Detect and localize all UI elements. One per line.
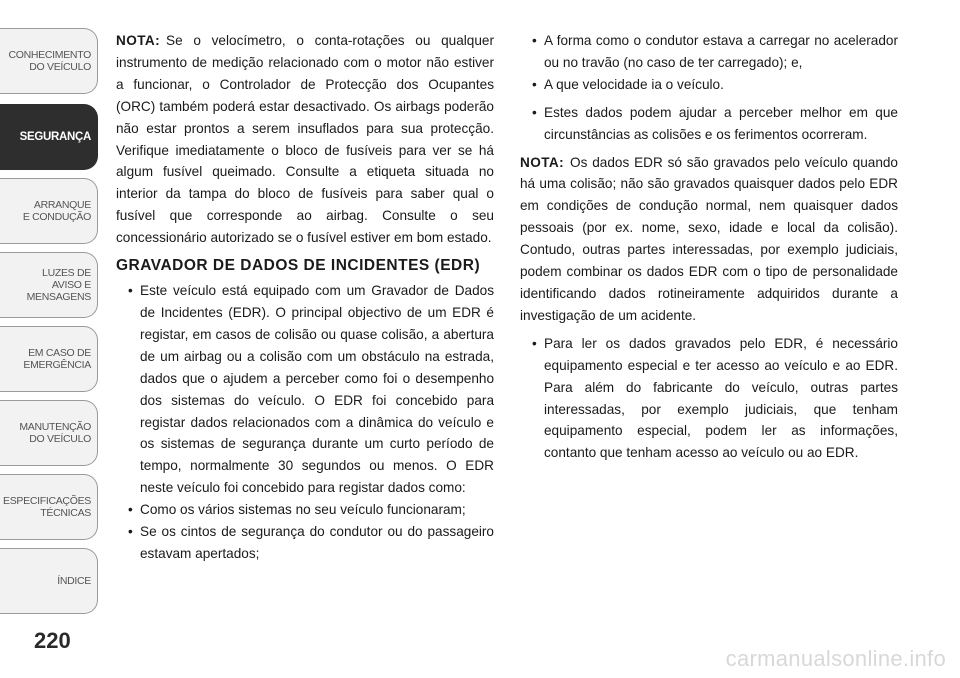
nota-paragraph [116,30,494,249]
nota-label: NOTA: [116,33,161,48]
watermark: carmanualsonline.info [725,646,946,671]
tab-label-line: MENSAGENS [26,291,91,303]
bullet-glyph: • [532,33,537,48]
list-item-text: Este veículo está equipado com um Gravador de Dados de Incidentes (EDR). O principal objectivo de um EDR é registar, em casos de colisão ou quase colisão, a abertura de um airbag ou a colisão com um obstáculo na estrada, dados que o ajudem a perceber como foi o desempenho dos sistemas do veículo. O EDR foi concebido para registar dados relacionados com a dinâmica do veículo e os sistemas de segurança durante um curto período de tempo, normalmente 30 segundos ou menos. O EDR neste veículo foi concebido para registar dados como: [140,283,494,496]
tab-label-line: MANUTENÇÃO [19,421,91,433]
list-item-text: Se os cintos de segurança do condutor ou do passageiro estavam apertados; [140,524,494,561]
list-item [520,74,898,96]
bullet-glyph: • [532,335,537,351]
tab-label-line: ESPECIFICAÇÕES [3,495,91,507]
list-item-text: A forma como o condutor estava a carregar no acelerador ou no travão (no caso de ter carregado); e, [544,33,898,70]
bullet-glyph: • [128,502,133,518]
tab-label [8,49,91,73]
list-item [520,102,898,146]
edr-bullet-list [116,280,494,565]
edr-bullet-list-continued [520,30,898,146]
list-item [116,499,494,521]
tab-em-caso-de-emergencia[interactable] [0,326,98,392]
left-column [116,30,494,565]
tab-label [23,199,91,223]
tab-seguranca[interactable] [0,104,98,170]
tab-luzes-de-aviso[interactable] [0,252,98,318]
tab-label-line: E CONDUÇÃO [22,211,91,223]
tab-label [19,421,91,445]
nota-text: Os dados EDR só são gravados pelo veículo quando há uma colisão; não são gravados quaisquer dados pelo EDR em condições de condução normal, nem quaisquer dados pessoais (por ex. nome, sexo, idade e local da colisão). Contudo, outras partes interessadas, por exemplo judiciais, podem combinar os dados EDR com o tipo de personalidade identificando dados rotineiramente adquiridos durante a investigação de um acidente. [520,154,898,323]
tab-label-line: SEGURANÇA [19,131,91,143]
bullet-glyph: • [128,283,133,299]
edr-reading-list [520,333,898,464]
tab-indice[interactable] [0,548,98,614]
tab-label [3,495,91,519]
list-item [116,521,494,565]
tab-especificacoes-tecnicas[interactable] [0,474,98,540]
list-item-text: Estes dados podem ajudar a perceber melhor em que circunstâncias as colisões e os ferimentos ocorreram. [544,104,898,142]
tab-manutencao-do-veiculo[interactable] [0,400,98,466]
list-item-text: A que velocidade ia o veículo. [544,76,724,92]
tab-label-line: EMERGÊNCIA [23,359,91,371]
nota-text: Se o velocímetro, o conta-rotações ou qualquer instrumento de medição relacionado com o motor não estiver a funcionar, o Controlador de Protecção dos Ocupantes (ORC) também poderá estar desactivado. Os airbags poderão não estar prontos a serem insuflados para sua protecção. Verifique imediatamente o bloco de fusíveis para ver se há algum fusível queimado. Consulte a etiqueta situada no interior da tampa do bloco de fusíveis para saber qual o fusível que corresponde ao airbag. Consulte o seu concessionário autorizado se o fusível estiver em bom estado. [116,33,494,246]
bullet-glyph: • [532,76,537,92]
page-number: 220 [34,628,71,653]
section-heading: GRAVADOR DE DADOS DE INCIDENTES (EDR) [116,257,481,275]
tab-label-line: AVISO E [51,279,91,291]
nota-paragraph [520,152,898,327]
tab-label-line: ARRANQUE [33,199,91,211]
list-item-text: Para ler os dados gravados pelo EDR, é necessário equipamento especial e ter acesso ao veículo e ao EDR. Para além do fabricante do veículo, outras partes interessadas, por exemplo judiciais, que tenham equipamento especial, podem ler as informações, contanto que tenham acesso ao veículo ou ao EDR. [544,335,898,461]
tab-label-line: DO VEÍCULO [29,433,91,445]
list-item [520,333,898,464]
list-item-text: Como os vários sistemas no seu veículo funcionaram; [140,502,466,518]
tab-arranque-e-conducao[interactable] [0,178,98,244]
bullet-glyph: • [532,104,537,120]
bullet-glyph: • [128,524,133,540]
tab-label-line: DO VEÍCULO [29,61,91,73]
right-column [520,30,898,464]
tab-conhecimento-do-veiculo[interactable] [0,28,98,94]
tab-label [27,267,91,303]
list-item [116,280,494,499]
tab-label-line: CONHECIMENTO [8,49,91,61]
tab-label [57,575,91,587]
tab-label [23,347,91,371]
tab-label-line: ÍNDICE [57,575,91,587]
tab-label [20,131,91,143]
tab-label-line: LUZES DE [42,267,91,279]
tab-label-line: EM CASO DE [28,347,91,359]
tab-label-line: TÉCNICAS [40,507,91,519]
nota-label: NOTA: [520,154,565,170]
list-item [520,30,898,74]
